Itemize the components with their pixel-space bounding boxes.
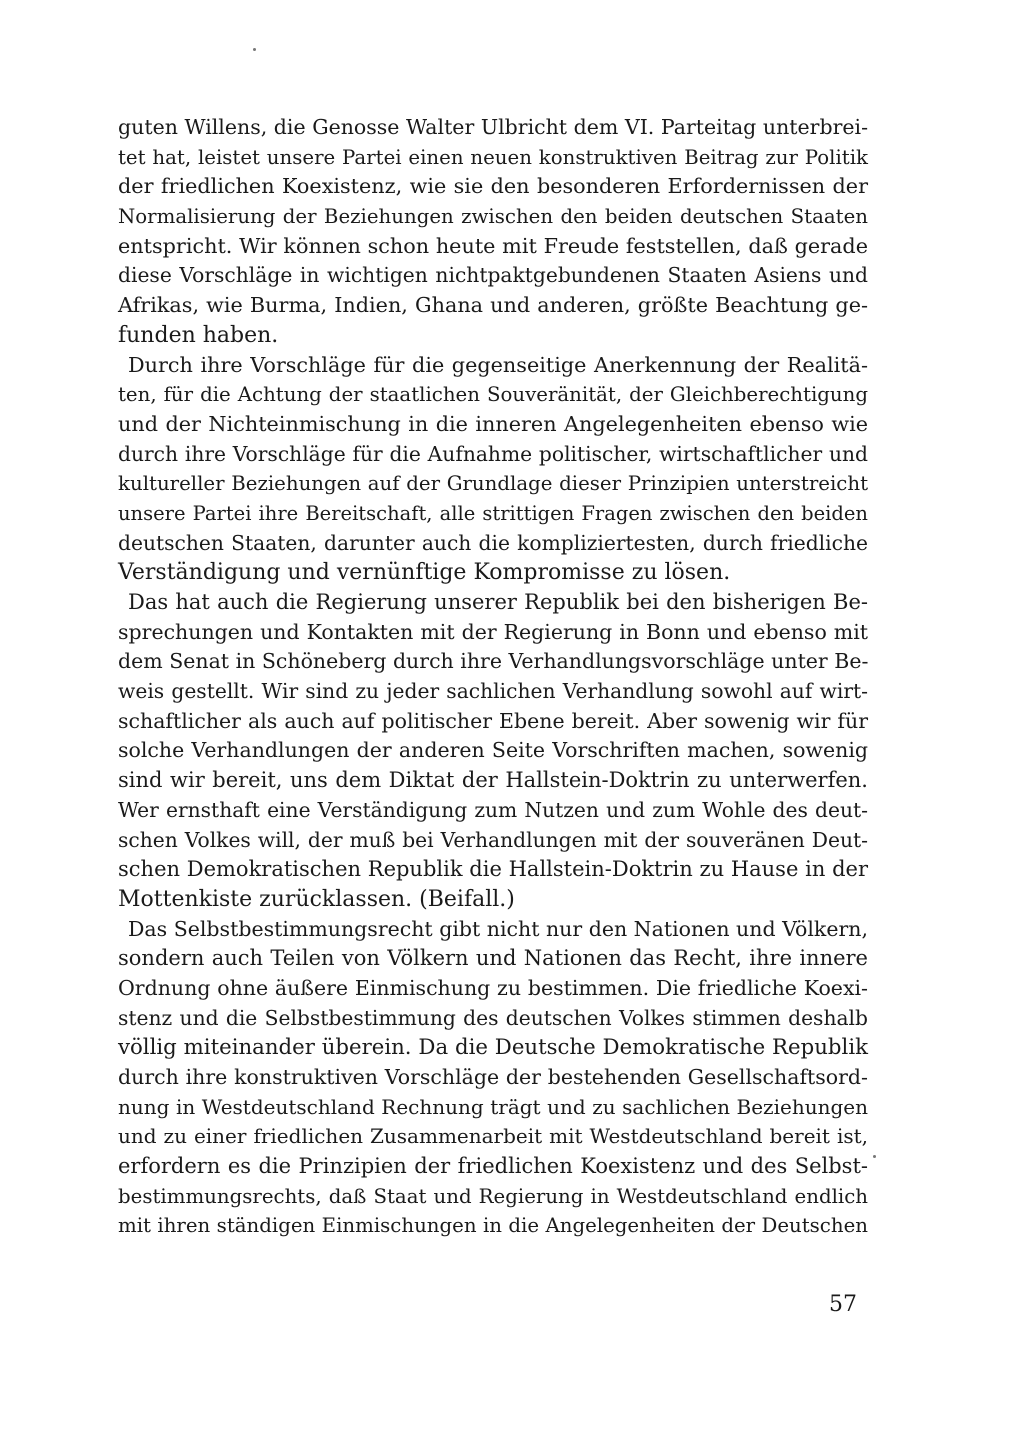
text-line: dem Senat in Schöneberg durch ihre Verhandlungsvorschläge unter Be- xyxy=(118,649,869,674)
text-line: Mottenkiste zurücklassen. (Beifall.) xyxy=(118,886,515,912)
text-line: völlig miteinander überein. Da die Deutsche Demokratische Republik xyxy=(118,1035,868,1061)
text-line: Normalisierung der Beziehungen zwischen den beiden deutschen Staaten xyxy=(118,205,868,229)
text-line: schen Demokratischen Republik die Hallstein-Doktrin zu Hause in der xyxy=(118,857,868,882)
text-line: Ordnung ohne äußere Einmischung zu bestimmen. Die friedliche Koexi- xyxy=(118,975,868,1000)
text-line: sind wir bereit, uns dem Diktat der Hallstein-Doktrin zu unterwerfen. xyxy=(118,768,868,793)
text-line: durch ihre Vorschläge für die Aufnahme politischer, wirtschaftlicher und xyxy=(118,441,868,466)
text-line: Durch ihre Vorschläge für die gegenseitige Anerkennung der Realitä- xyxy=(128,352,868,377)
text-line: mit ihren ständigen Einmischungen in die Angelegenheiten der Deutschen xyxy=(118,1214,868,1238)
text-line: diese Vorschläge in wichtigen nichtpaktgebundenen Staaten Asiens und xyxy=(118,263,868,288)
text-line: guten Willens, die Genosse Walter Ulbricht dem VI. Parteitag unterbrei- xyxy=(118,115,868,139)
text-line: der friedlichen Koexistenz, wie sie den besonderen Erfordernissen der xyxy=(118,174,868,199)
text-line: funden haben. xyxy=(118,322,279,348)
text-line: nung in Westdeutschland Rechnung trägt und zu sachlichen Beziehungen xyxy=(118,1094,868,1119)
text-line: Das Selbstbestimmungsrecht gibt nicht nur den Nationen und Völkern, xyxy=(128,916,868,941)
text-line: tet hat, leistet unsere Partei einen neuen konstruktiven Beitrag zur Politik xyxy=(118,145,868,169)
text-line: Wer ernsthaft eine Verständigung zum Nutzen und zum Wohle des deut- xyxy=(118,797,868,822)
text-line: ten, für die Achtung der staatlichen Souveränität, der Gleichberechtigung xyxy=(118,383,868,407)
page-number: 57 xyxy=(829,1292,857,1317)
text-line: Das hat auch die Regierung unserer Republik bei den bisherigen Be- xyxy=(128,590,868,614)
text-line: schaftlicher als auch auf politischer Ebene bereit. Aber sowenig wir für xyxy=(118,708,868,733)
text-line: Verständigung und vernünftige Kompromisse zu lösen. xyxy=(118,560,731,586)
text-line: weis gestellt. Wir sind zu jeder sachlichen Verhandlung sowohl auf wirt- xyxy=(118,679,868,704)
body-text xyxy=(118,113,868,1241)
text-line: bestimmungsrechts, daß Staat und Regierung in Westdeutschland endlich xyxy=(118,1184,868,1208)
text-line: durch ihre konstruktiven Vorschläge der bestehenden Gesellschaftsord- xyxy=(118,1065,868,1089)
paper-speck xyxy=(253,48,256,51)
text-line: kultureller Beziehungen auf der Grundlage dieser Prinzipien unterstreicht xyxy=(118,472,868,496)
text-line: schen Volkes will, der muß bei Verhandlungen mit der souveränen Deut- xyxy=(118,827,868,852)
text-line: erfordern es die Prinzipien der friedlichen Koexistenz und des Selbst- xyxy=(118,1154,868,1179)
text-line: und der Nichteinmischung in die inneren Angelegenheiten ebenso wie xyxy=(118,411,868,436)
text-line: stenz und die Selbstbestimmung des deutschen Volkes stimmen deshalb xyxy=(118,1005,868,1030)
paper-speck xyxy=(873,1155,876,1158)
text-line: solche Verhandlungen der anderen Seite Vorschriften machen, sowenig xyxy=(118,738,868,763)
text-line: und zu einer friedlichen Zusammenarbeit mit Westdeutschland bereit ist, xyxy=(118,1124,868,1149)
text-line: sprechungen und Kontakten mit der Regierung in Bonn und ebenso mit xyxy=(118,619,868,644)
text-line: entspricht. Wir können schon heute mit Freude feststellen, daß gerade xyxy=(118,233,868,258)
text-line: deutschen Staaten, darunter auch die kompliziertesten, durch friedliche xyxy=(118,530,868,555)
text-line: unsere Partei ihre Bereitschaft, alle strittigen Fragen zwischen den beiden xyxy=(118,501,868,525)
text-line: sondern auch Teilen von Völkern und Nationen das Recht, ihre innere xyxy=(118,946,868,971)
text-line: Afrikas, wie Burma, Indien, Ghana und anderen, größte Beachtung ge- xyxy=(118,293,868,318)
